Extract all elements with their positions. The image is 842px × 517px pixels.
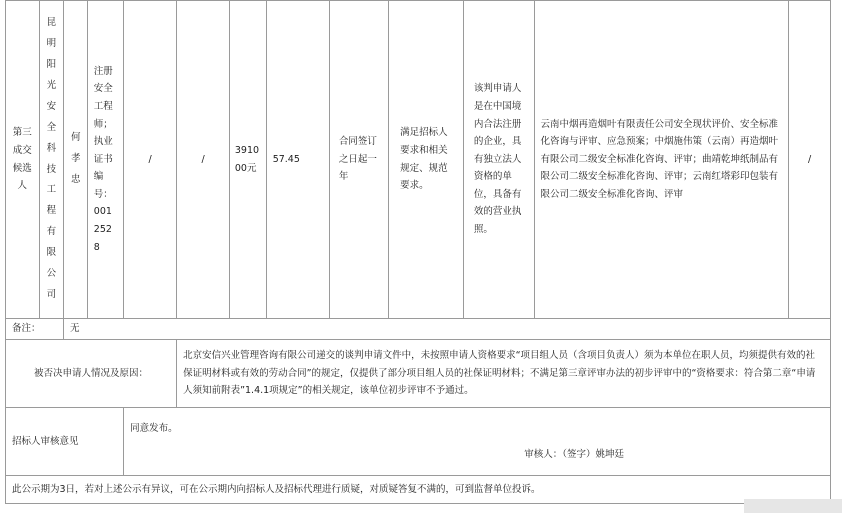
supplier-qualification-cell [464,1,534,319]
slash-value-5: / [148,153,152,165]
service-period: 合同签订之日起一年 [338,136,377,183]
rejected-row [6,340,831,408]
qualification-cell [88,1,124,319]
qualification-text: 注册安全工程师；执业证书编号：0012528 [93,65,113,253]
service-period-cell [329,1,388,319]
footer-row [6,476,831,504]
project-leader-cell [64,1,88,319]
quality-requirement-cell [388,1,463,319]
score-cell [266,1,329,319]
review-opinion: 同意发布。 [130,422,178,434]
bid-price-cell [230,1,267,319]
overlay-bar [744,499,842,513]
performance-cell [534,1,789,319]
company-name: 昆明阳光安全科技工程有限公司 [46,17,57,300]
score-value: 57.45 [272,153,300,165]
supplier-qualification: 该判申请人是在中国境内合法注册的企业，具有独立法人资格的单位，具备有效的营业执照。 [473,83,522,235]
slash-value-6: / [201,153,205,165]
reviewer-signature: 审核人：（签字）姚坤廷 [524,448,624,460]
candidate-table [5,0,831,504]
table-row [6,1,831,319]
rejected-label: 被否决申请人情况及原因： [6,340,177,408]
remarks-row [6,319,831,340]
footer-notice: 此公示期为3日，若对上述公示有异议，可在公示期内向招标人及招标代理进行质疑，对质疑答复不满的，可到监督单位投诉。 [6,476,831,504]
review-cell [124,408,831,476]
performance-text: 云南中烟再造烟叶有限责任公司安全现状评价、安全标准化咨询与评审、应急预案；中烟施伟策（云南）再造烟叶有限公司二级安全标准化咨询、评审；曲靖乾坤纸制品有限公司二级安全标准化咨询、评审；云南红塔彩印包装有限公司二级安全标准化咨询、评审 [540,118,779,200]
quality-requirement: 满足招标人要求和相关规定、规范要求。 [400,127,448,192]
company-name-cell [39,1,63,319]
slash-cell-13 [789,1,831,319]
candidate-rank-cell [6,1,40,319]
bid-price: 391000元 [234,144,260,174]
review-row [6,408,831,476]
project-leader: 何孝忠 [71,132,81,185]
remarks-value: 无 [64,319,831,340]
rejected-reason: 北京安信兴业管理咨询有限公司递交的谈判申请文件中，未按照申请人资格要求“项目组人员（含项目负责人）须为本单位在职人员，均须提供有效的社保证明材料或有效的劳动合同”的规定，仅提供了部分项目组人员的社保证明材料；不满足第三章评审办法的初步评审中的“资格要求：符合第二章“申请人须知前附表”1.4.1项规定”的相关规定，该单位初步评审不予通过。 [177,340,831,408]
slash-cell-6 [177,1,230,319]
slash-cell-5 [124,1,177,319]
slash-value-13: / [807,153,812,165]
review-label: 招标人审核意见 [6,408,124,476]
remarks-label: 备注： [6,319,64,340]
candidate-rank: 第三成交候选人 [12,127,32,192]
